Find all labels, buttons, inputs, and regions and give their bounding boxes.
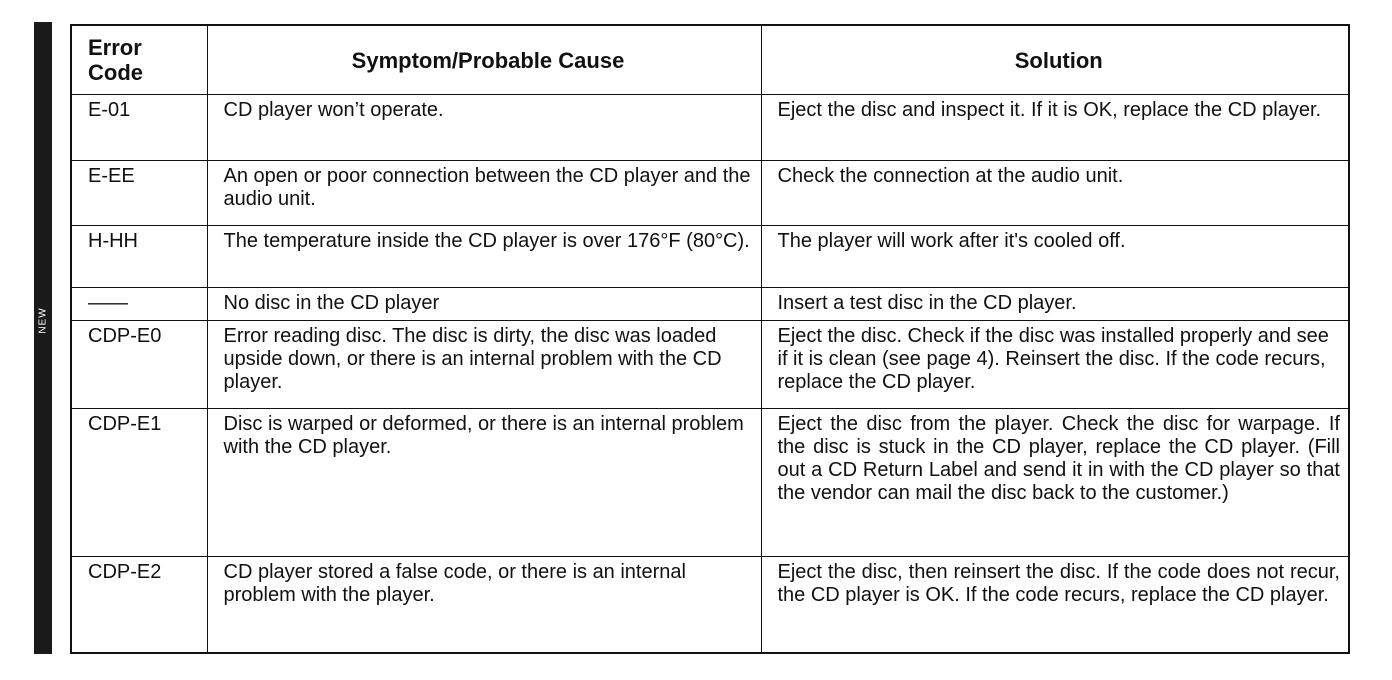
error-code-cell: H-HH xyxy=(71,226,207,288)
cause-cell: No disc in the CD player xyxy=(207,287,761,320)
solution-cell: Insert a test disc in the CD player. xyxy=(761,287,1349,320)
header-solution: Solution xyxy=(761,25,1349,95)
solution-cell: Eject the disc. Check if the disc was installed properly and see if it is clean (see page 4). Reinsert the disc. If the code recurs, replace the CD player. xyxy=(761,321,1349,409)
cause-cell: The temperature inside the CD player is over 176°F (80°C). xyxy=(207,226,761,288)
error-code-cell: CDP-E1 xyxy=(71,408,207,556)
table-header-row xyxy=(71,25,1349,95)
solution-cell: Check the connection at the audio unit. xyxy=(761,160,1349,226)
solution-cell: Eject the disc from the player. Check the disc for warpage. If the disc is stuck in the CD player, replace the CD player. (Fill out a CD Return Label and send it in with the CD player so that the vendor can mail the disc back to the customer.) xyxy=(761,408,1349,556)
cause-cell: Disc is warped or deformed, or there is an internal problem with the CD player. xyxy=(207,408,761,556)
table-row xyxy=(71,226,1349,288)
error-code-cell: CDP-E0 xyxy=(71,321,207,409)
table-row xyxy=(71,287,1349,320)
cause-cell: CD player stored a false code, or there is an internal problem with the player. xyxy=(207,557,761,653)
cause-cell: Error reading disc. The disc is dirty, the disc was loaded upside down, or there is an internal problem with the CD player. xyxy=(207,321,761,409)
cause-cell: An open or poor connection between the CD player and the audio unit. xyxy=(207,160,761,226)
error-code-table xyxy=(70,24,1350,654)
table-row xyxy=(71,321,1349,409)
error-code-cell: E-EE xyxy=(71,160,207,226)
table-row xyxy=(71,557,1349,653)
side-tab-label xyxy=(34,300,52,340)
solution-cell: Eject the disc, then reinsert the disc. If the code does not recur, the CD player is OK. If the code recurs, replace the CD player. xyxy=(761,557,1349,653)
solution-cell: The player will work after it's cooled off. xyxy=(761,226,1349,288)
table-row xyxy=(71,95,1349,161)
cause-cell: CD player won’t operate. xyxy=(207,95,761,161)
error-code-cell: E-01 xyxy=(71,95,207,161)
header-error-code: Error Code xyxy=(71,25,207,95)
error-code-cell: CDP-E2 xyxy=(71,557,207,653)
table-row xyxy=(71,408,1349,556)
table-row xyxy=(71,160,1349,226)
side-tab-text: NEW xyxy=(37,306,49,334)
error-code-cell: —— xyxy=(71,287,207,320)
solution-cell: Eject the disc and inspect it. If it is OK, replace the CD player. xyxy=(761,95,1349,161)
header-symptom-cause: Symptom/Probable Cause xyxy=(207,25,761,95)
